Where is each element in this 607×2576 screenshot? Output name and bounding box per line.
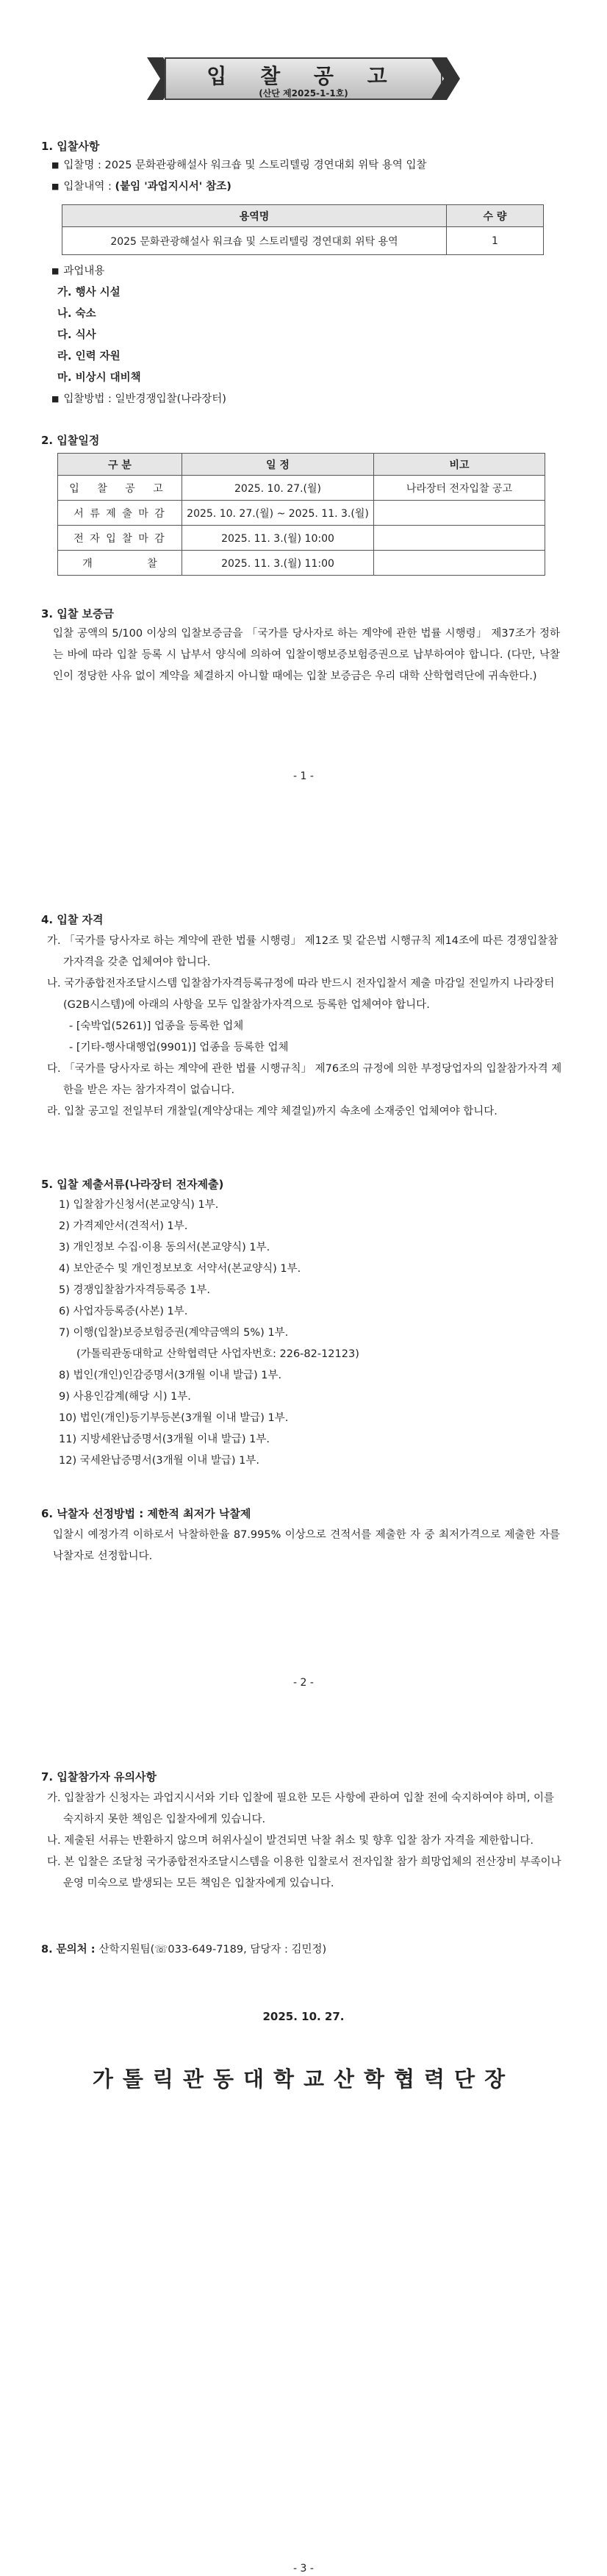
title-banner bbox=[147, 53, 460, 106]
page-number: - 1 - bbox=[293, 770, 314, 782]
page-title: 입 찰 공 고 bbox=[206, 64, 401, 88]
service-name-cell: 2025 문화관광해설사 워크숍 및 스토리텔링 경연대회 위탁 용역 bbox=[62, 227, 447, 255]
page-1 bbox=[0, 0, 607, 859]
qualification-subitem: - [기타-행사대행업(9901)] 업종을 등록한 업체 bbox=[69, 1042, 289, 1053]
document-item-note: (가톨릭관동대학교 산학협력단 사업자번호: 226-82-12123) bbox=[76, 1348, 359, 1360]
scope-item: 마. 비상시 대비책 bbox=[57, 372, 141, 384]
schedule-label: 입 찰 공 고 bbox=[58, 476, 182, 501]
section-3-heading: 3. 입찰 보증금 bbox=[41, 607, 115, 620]
schedule-col-note: 비고 bbox=[374, 454, 545, 476]
section-7-heading: 7. 입찰참가자 유의사항 bbox=[41, 1770, 157, 1783]
qualification-item: 가. 「국가를 당사자로 하는 계약에 관한 법률 시행령」 제12조 및 같은법 시행규칙 제14조에 따른 경쟁입찰참가자격을 갖춘 업체여야 합니다. bbox=[47, 935, 558, 968]
document-item: 5) 경쟁입찰참가자격등록증 1부. bbox=[59, 1284, 211, 1296]
bid-detail-ref: (붙임 '과업지시서' 참조) bbox=[115, 181, 231, 193]
document-item: 6) 사업자등록증(사본) 1부. bbox=[59, 1306, 188, 1317]
scope-item: 가. 행사 시설 bbox=[57, 287, 121, 298]
document-item: 9) 사용인감계(해당 시) 1부. bbox=[59, 1391, 191, 1403]
section-1-heading: 1. 입찰사항 bbox=[41, 140, 100, 153]
document-item: 12) 국세완납증명서(3개월 이내 발급) 1부. bbox=[59, 1455, 260, 1467]
issuer-signature: 가톨릭관동대학교산학협력단장 bbox=[92, 2067, 515, 2092]
document-item: 1) 입찰참가신청서(본교양식) 1부. bbox=[59, 1199, 219, 1211]
schedule-label: 개 찰 bbox=[58, 551, 182, 576]
schedule-date: 2025. 11. 3.(월) 10:00 bbox=[182, 526, 374, 551]
table-row bbox=[58, 526, 545, 551]
qualification-item: 다. 「국가를 당사자로 하는 계약에 관한 법률 시행규칙」 제76조의 규정에 의한 부정당업자의 입찰참가자격 제한을 받은 자는 참가자격이 없습니다. bbox=[47, 1063, 562, 1096]
page-number: - 3 - bbox=[293, 2563, 314, 2575]
qualification-list bbox=[47, 931, 566, 1123]
document-item: 11) 지방세완납증명서(3개월 이내 발급) 1부. bbox=[59, 1434, 270, 1445]
section-5-heading: 5. 입찰 제출서류(나라장터 전자제출) bbox=[41, 1178, 224, 1191]
bid-method bbox=[51, 389, 226, 410]
service-table-col-name: 용역명 bbox=[62, 205, 447, 227]
notice-number: (산단 제2025-1-1호) bbox=[259, 88, 348, 99]
bid-detail bbox=[51, 176, 231, 198]
schedule-note bbox=[374, 551, 545, 576]
page-3 bbox=[0, 1717, 607, 2576]
bid-detail-prefix: 입찰내역 : bbox=[63, 181, 115, 193]
scope-item: 나. 숙소 bbox=[57, 308, 96, 320]
schedule-date: 2025. 10. 27.(월) bbox=[182, 476, 374, 501]
document-item: 10) 법인(개인)등기부등본(3개월 이내 발급) 1부. bbox=[59, 1412, 289, 1424]
scope-item: 다. 식사 bbox=[57, 329, 96, 341]
page-number: - 2 - bbox=[293, 1677, 314, 1689]
qualification-item: 라. 입찰 공고일 전일부터 개찰일(계약상대는 계약 체결일)까지 속초에 소재중인 업체여야 합니다. bbox=[47, 1106, 498, 1117]
section-6-heading: 6. 낙찰자 선정방법 : 제한적 최저가 낙찰제 bbox=[41, 1507, 251, 1520]
document-list bbox=[59, 1195, 566, 1472]
service-table bbox=[62, 204, 544, 255]
section-2-heading: 2. 입찰일정 bbox=[41, 434, 100, 447]
schedule-note bbox=[374, 501, 545, 526]
section-8-heading: 8. 문의처 : bbox=[41, 1944, 99, 1956]
document-item: 2) 가격제안서(견적서) 1부. bbox=[59, 1220, 188, 1232]
table-row bbox=[58, 476, 545, 501]
caution-item: 나. 제출된 서류는 반환하지 않으며 허위사실이 발견되면 낙찰 취소 및 향후 입찰 참가 자격을 제한합니다. bbox=[47, 1835, 534, 1847]
service-qty-cell: 1 bbox=[447, 227, 544, 255]
schedule-date: 2025. 11. 3.(월) 11:00 bbox=[182, 551, 374, 576]
schedule-col-date: 일 정 bbox=[182, 454, 374, 476]
document-item: 7) 이행(입찰)보증보험증권(계약금액의 5%) 1부. bbox=[59, 1327, 289, 1339]
schedule-date: 2025. 10. 27.(월) ~ 2025. 11. 3.(월) bbox=[182, 501, 374, 526]
table-row bbox=[58, 551, 545, 576]
schedule-note bbox=[374, 526, 545, 551]
schedule-label: 전 자 입 찰 마 감 bbox=[58, 526, 182, 551]
bid-method-text: 입찰방법 : 일반경쟁입찰(나라장터) bbox=[63, 393, 226, 405]
scope-label bbox=[51, 261, 104, 282]
caution-item: 가. 입찰참가 신청자는 과업지시서와 기타 입찰에 필요한 모든 사항에 관하여 입찰 전에 숙지하여야 하며, 이를 숙지하지 못한 책임은 입찰자에게 있습니다. bbox=[47, 1792, 555, 1825]
section-4-heading: 4. 입찰 자격 bbox=[41, 913, 104, 926]
qualification-item: 나. 국가종합전자조달시스템 입찰참가자격등록규정에 따라 반드시 전자입찰서 제출 마감일 전일까지 나라장터(G2B시스템)에 아래의 사항을 모두 입찰참가자격으로 등록한 업체여야 합니다. bbox=[47, 978, 555, 1011]
bid-name bbox=[51, 155, 427, 176]
selection-text: 입찰시 예정가격 이하로서 낙찰하한율 87.995% 이상으로 견적서를 제출한 자 중 최저가격으로 제출한 자를 낙찰자로 선정합니다. bbox=[53, 1529, 560, 1562]
deposit-text: 입찰 공액의 5/100 이상의 입찰보증금을 「국가를 당사자로 하는 계약에 관한 법률 시행령」 제37조가 정하는 바에 따라 입찰 등록 시 납부서 양식에 의하여 입찰이행보증보험증권으로 납부하여야 합니다. (다만, 낙찰인이 정당한 사유 없이 계약을 체결하지 아니할 때에는 입찰 보증금은 우리 대학 산학협력단에 귀속한다.) bbox=[53, 628, 560, 682]
scope-label-text: 과업내용 bbox=[63, 265, 105, 277]
contact-info: 산학지원팀(☏033-649-7189, 담당자 : 김민정) bbox=[98, 1944, 327, 1956]
service-table-col-qty: 수 량 bbox=[447, 205, 544, 227]
contact-line bbox=[41, 1939, 326, 1961]
caution-item: 다. 본 입찰은 조달청 국가종합전자조달시스템을 이용한 입찰로서 전자입찰 참가 희망업체의 전산장비 부족이나 운영 미숙으로 발생되는 모든 책임은 입찰자에게 있습니다. bbox=[47, 1856, 561, 1889]
table-row bbox=[58, 501, 545, 526]
schedule-label: 서 류 제 출 마 감 bbox=[58, 501, 182, 526]
document-item: 8) 법인(개인)인감증명서(3개월 이내 발급) 1부. bbox=[59, 1370, 282, 1381]
bid-name-text: 입찰명 : 2025 문화관광해설사 워크숍 및 스토리텔링 경연대회 위탁 용역 입찰 bbox=[63, 160, 427, 171]
qualification-subitem: - [숙박업(5261)] 업종을 등록한 업체 bbox=[69, 1020, 244, 1032]
caution-list bbox=[47, 1788, 566, 1895]
schedule-note: 나라장터 전자입찰 공고 bbox=[374, 476, 545, 501]
document-item: 4) 보안준수 및 개인정보보호 서약서(본교양식) 1부. bbox=[59, 1263, 301, 1275]
announcement-date: 2025. 10. 27. bbox=[262, 2010, 345, 2023]
scope-item: 라. 인력 자원 bbox=[57, 351, 121, 362]
schedule-col-category: 구 분 bbox=[58, 454, 182, 476]
page-2 bbox=[0, 859, 607, 1717]
schedule-table bbox=[57, 453, 545, 576]
document-item: 3) 개인정보 수집·이용 동의서(본교양식) 1부. bbox=[59, 1242, 270, 1253]
